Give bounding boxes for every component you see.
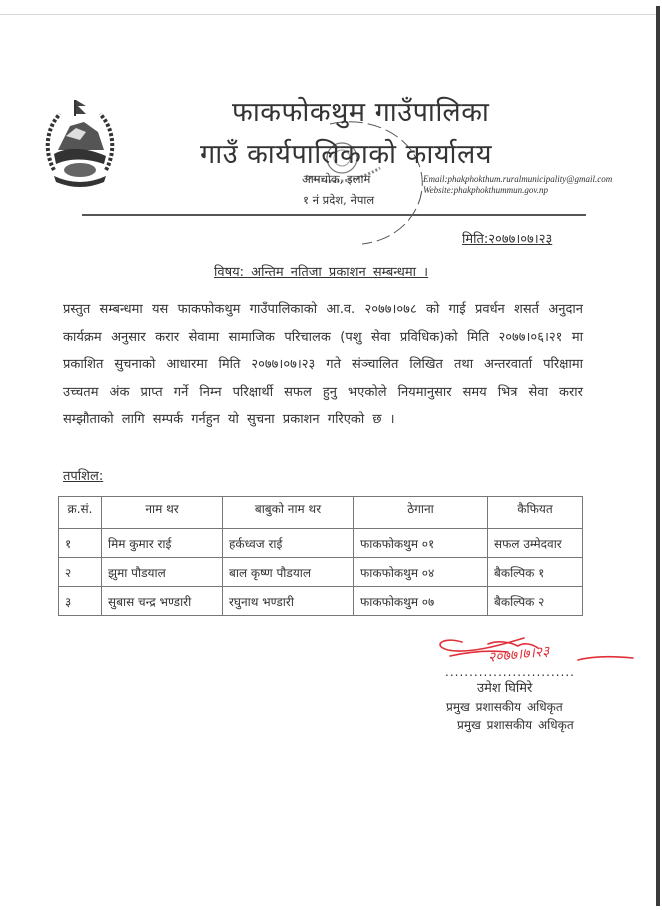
cell-address: फाकफोकथुम ०१	[354, 529, 488, 558]
office-title-line2: गाउँ कार्यपालिकाको कार्यालय	[200, 139, 492, 170]
cell-name: मिम कुमार राई	[102, 529, 223, 558]
signatory-name: उमेश घिमिरे	[477, 681, 533, 696]
contact-info	[423, 174, 612, 196]
cell-name: सुबास चन्द्र भण्डारी	[102, 587, 223, 616]
office-address-line1: आमचोक, इलाम	[302, 172, 371, 186]
cell-remarks: सफल उम्मेदवार	[488, 529, 583, 558]
cell-remarks: बैकल्पिक १	[488, 558, 583, 587]
letter-subject: विषय: अन्तिम नतिजा प्रकाशन सम्बन्धमा ।	[214, 265, 429, 280]
letter-date: मिति:२०७७।०७।२३	[462, 232, 553, 247]
annex-label: तपशिल:	[63, 469, 104, 484]
header-address: ठेगाना	[354, 497, 488, 529]
cell-address: फाकफोकथुम ०४	[354, 558, 488, 587]
header-serial: क्र.सं.	[59, 497, 102, 529]
scan-edge	[656, 6, 660, 906]
cell-remarks: बैकल्पिक २	[488, 587, 583, 616]
header-name: नाम थर	[102, 497, 223, 529]
signatory-position: प्रमुख प्रशासकीय अधिकृत	[446, 700, 563, 714]
signatory-position-stamp: प्रमुख प्रशासकीय अधिकृत	[457, 718, 574, 732]
cell-address: फाकफोकथुम ०७	[354, 587, 488, 616]
cell-serial: २	[59, 558, 102, 587]
header-remarks: कैफियत	[488, 497, 583, 529]
nepal-emblem-logo	[40, 92, 120, 200]
cell-father-name: बाल कृष्ण पौडयाल	[223, 558, 354, 587]
results-table	[58, 496, 583, 616]
cell-father-name: रघुनाथ भण्डारी	[223, 587, 354, 616]
cell-serial: ३	[59, 587, 102, 616]
table-row	[59, 587, 583, 616]
header-father-name: बाबुको नाम थर	[223, 497, 354, 529]
cell-serial: १	[59, 529, 102, 558]
email-text: Email:phakphokthum.ruralmunicipality@gmail.com	[423, 174, 613, 184]
table-header-row	[59, 497, 583, 529]
office-address-line2: १ नं प्रदेश, नेपाल	[303, 193, 375, 207]
cell-name: झुमा पौडयाल	[102, 558, 223, 587]
handwritten-signature-date: २०७७।७।२३	[487, 643, 551, 666]
table-row	[59, 558, 583, 587]
signature-line: ...........................	[445, 665, 575, 679]
office-title-line1: फाकफोकथुम गाउँपालिका	[232, 97, 490, 128]
table-row	[59, 529, 583, 558]
scan-top-line	[0, 14, 656, 15]
letter-body: प्रस्तुत सम्बन्धमा यस फाकफोकथुम गाउँपालिकाको आ.व. २०७७।०७८ को गाई प्रवर्धन शसर्त अनुदान कार्यक्रम अनुसार करार सेवामा सामाजिक परिचालक (पशु सेवा प्रविधिक)को मिति २०७७।०६।२१ मा प्रकाशित सुचनाको आधारमा मिति २०७७।०७।२३ गते संञ्चालित लिखित तथा अन्तरवार्ता परिक्षामा उच्चतम अंक प्राप्त गर्ने निम्न परिक्षार्थी सफल हुनु भएकोले नियमानुसार समय भित्र सेवा करार सम्झौताको लागि सम्पर्क गर्नहुन यो सुचना प्रकाशन गरिएको छ ।	[63, 302, 583, 427]
website-text: Website:phakphokthummun.gov.np	[423, 185, 548, 195]
cell-father-name: हर्कध्वज राई	[223, 529, 354, 558]
